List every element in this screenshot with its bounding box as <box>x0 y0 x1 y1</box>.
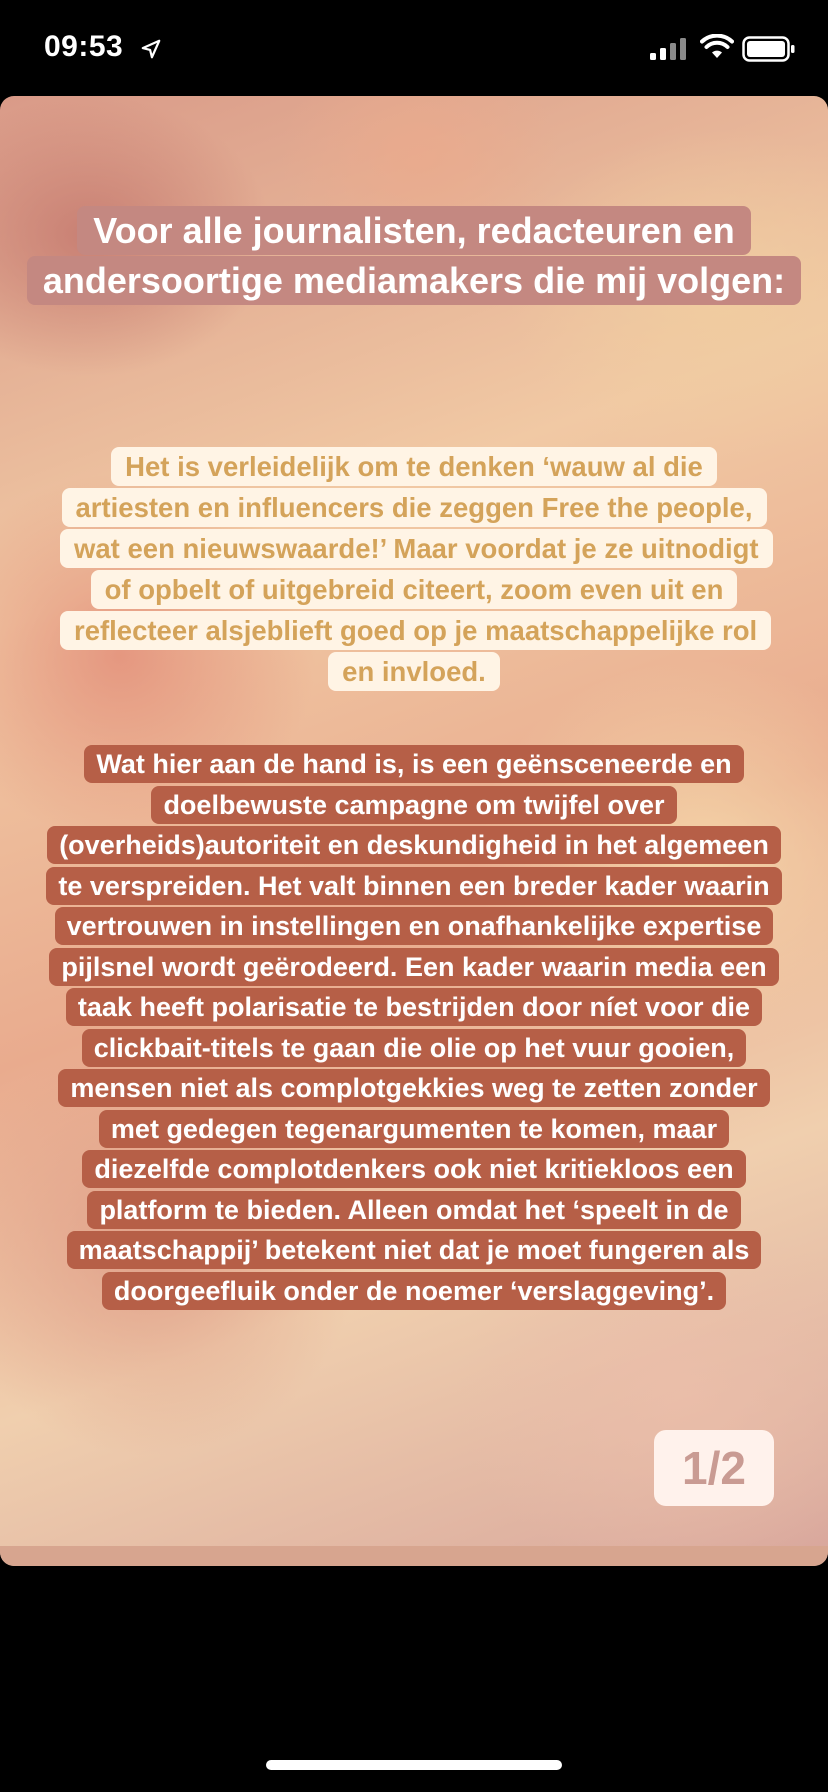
home-indicator[interactable] <box>266 1760 562 1770</box>
story-quote <box>0 446 828 692</box>
page-indicator-badge: 1/2 <box>654 1430 774 1506</box>
story-card[interactable] <box>0 96 828 1566</box>
body-text: Wat hier aan de hand is, is een geënsceneerde en doelbewuste campagne om twijfel over (overheids)autoriteit en deskundigheid in het algemeen te verspreiden. Het valt binnen een breder kader waarin vertrouwen in instellingen en onafhankelijke expertise pijlsnel wordt geërodeerd. Een kader waarin media een taak heeft polarisatie te bestrijden door níet voor die clickbait-titels te gaan die olie op het vuur gooien, mensen niet als complotgekkies weg te zetten zonder met gedegen tegenargumenten te komen, maar diezelfde complotdenkers ook niet kritiekloos een platform te bieden. Alleen omdat het ‘speelt in de maatschappij’ betekent niet dat je moet fungeren als doorgeefluik onder de noemer ‘verslaggeving’. <box>46 745 781 1310</box>
story-body <box>0 744 828 1311</box>
cellular-signal-icon <box>650 38 690 60</box>
headline-text: Voor alle journalisten, redacteuren en andersoortige mediamakers die mij volgen: <box>27 206 801 305</box>
status-time: 09:53 <box>44 30 124 63</box>
status-bar <box>0 0 828 96</box>
battery-icon <box>742 36 796 62</box>
story-bottom-strip <box>0 1546 828 1566</box>
location-arrow-icon <box>140 38 162 60</box>
wifi-icon <box>700 34 734 60</box>
story-headline <box>0 206 828 306</box>
quote-text: Het is verleidelijk om te denken ‘wauw al die artiesten en influencers die zeggen Free the people, wat een nieuwswaarde!’ Maar voordat je ze uitnodigt of opbelt of uitgebreid citeert, zoom even uit en reflecteer alsjeblieft goed op je maatschappelijke rol en invloed. <box>60 447 773 691</box>
